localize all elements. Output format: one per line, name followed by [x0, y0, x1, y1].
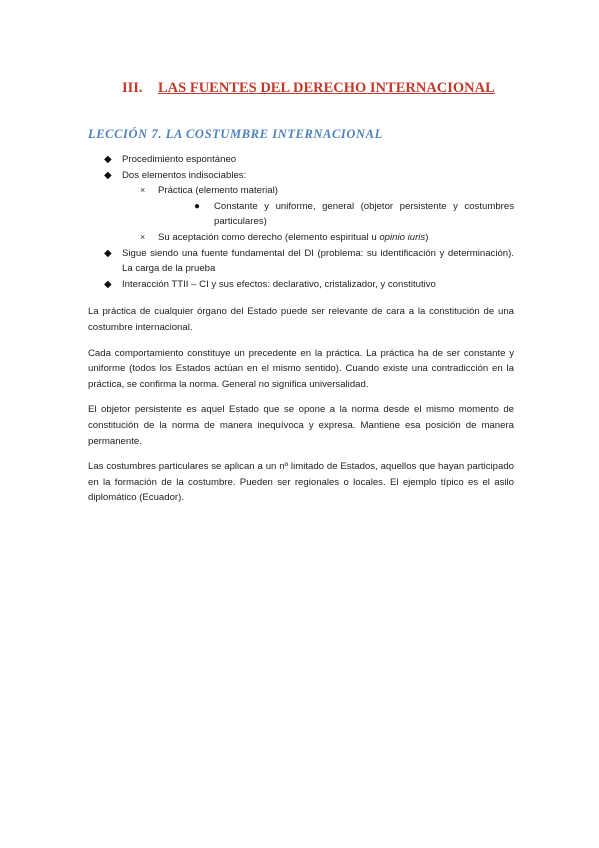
list-item-text: Su aceptación como derecho (elemento espiritual u	[158, 231, 380, 243]
paragraph-costumbres-particulares: Las costumbres particulares se aplican a un nº limitado de Estados, aquellos que hayan participado en la formación de la costumbre. Pueden ser regionales o locales. El ejemplo típico es el asilo diplomático (Ecuador).	[88, 461, 514, 504]
lesson-title: LECCIÓN 7. LA COSTUMBRE INTERNACIONAL	[88, 127, 383, 141]
list-item	[88, 152, 514, 168]
diamond-bullet-icon: ◆	[104, 247, 112, 259]
list-item	[140, 183, 514, 230]
paragraph-practica: La práctica de cualquier órgano del Estado puede ser relevante de cara a la constitución de una costumbre internacional.	[88, 306, 514, 333]
cross-bullet-icon: ×	[140, 231, 146, 242]
list-item	[88, 168, 514, 246]
list-item	[194, 199, 514, 230]
sub-list	[140, 183, 514, 245]
list-item-text-end: )	[425, 231, 429, 243]
diamond-bullet-icon: ◆	[104, 169, 112, 181]
list-item	[88, 246, 514, 277]
list-item	[88, 277, 514, 293]
cross-bullet-icon: ×	[140, 185, 146, 196]
opinio-iuris-term: opinio iuris	[379, 231, 426, 243]
part-number: III.	[122, 80, 143, 96]
bullet-list	[88, 152, 514, 292]
paragraph-precedente: Cada comportamiento constituye un precedente en la práctica. La práctica ha de ser constante y uniforme (todos los Estados actúan en el mismo sentido). Cuando existe una contradicción en la práctica, se confirma la norma. General no significa universalidad.	[88, 347, 514, 390]
list-item	[140, 230, 514, 246]
diamond-bullet-icon: ◆	[104, 278, 112, 290]
list-item-text: Procedimiento espontáneo	[122, 154, 237, 165]
list-item-text: Sigue siendo una fuente fundamental del DI (problema: su identificación y determinación). La carga de la prueba	[122, 247, 514, 275]
dot-bullet-icon: ●	[194, 200, 201, 212]
content-body	[88, 152, 514, 506]
list-item-text: Práctica (elemento material)	[158, 185, 278, 197]
list-item-text: Interacción TTII – CI y sus efectos: declarativo, cristalizador, y constitutivo	[122, 278, 436, 290]
diamond-bullet-icon: ◆	[104, 154, 112, 165]
paragraph-objetor: El objetor persistente es aquel Estado que se opone a la norma desde el mismo momento de constitución de la norma de manera inequívoca y expresa. Mantiene esa posición de manera permanente.	[88, 404, 514, 447]
sub-sub-list	[194, 199, 514, 230]
list-item-text: Constante y uniforme, general (objetor persistente y costumbres particulares)	[214, 200, 514, 228]
list-item-text: Dos elementos indisociables:	[122, 169, 247, 181]
part-title: LAS FUENTES DEL DERECHO INTERNACIONAL	[158, 80, 495, 96]
part-heading	[122, 80, 495, 97]
